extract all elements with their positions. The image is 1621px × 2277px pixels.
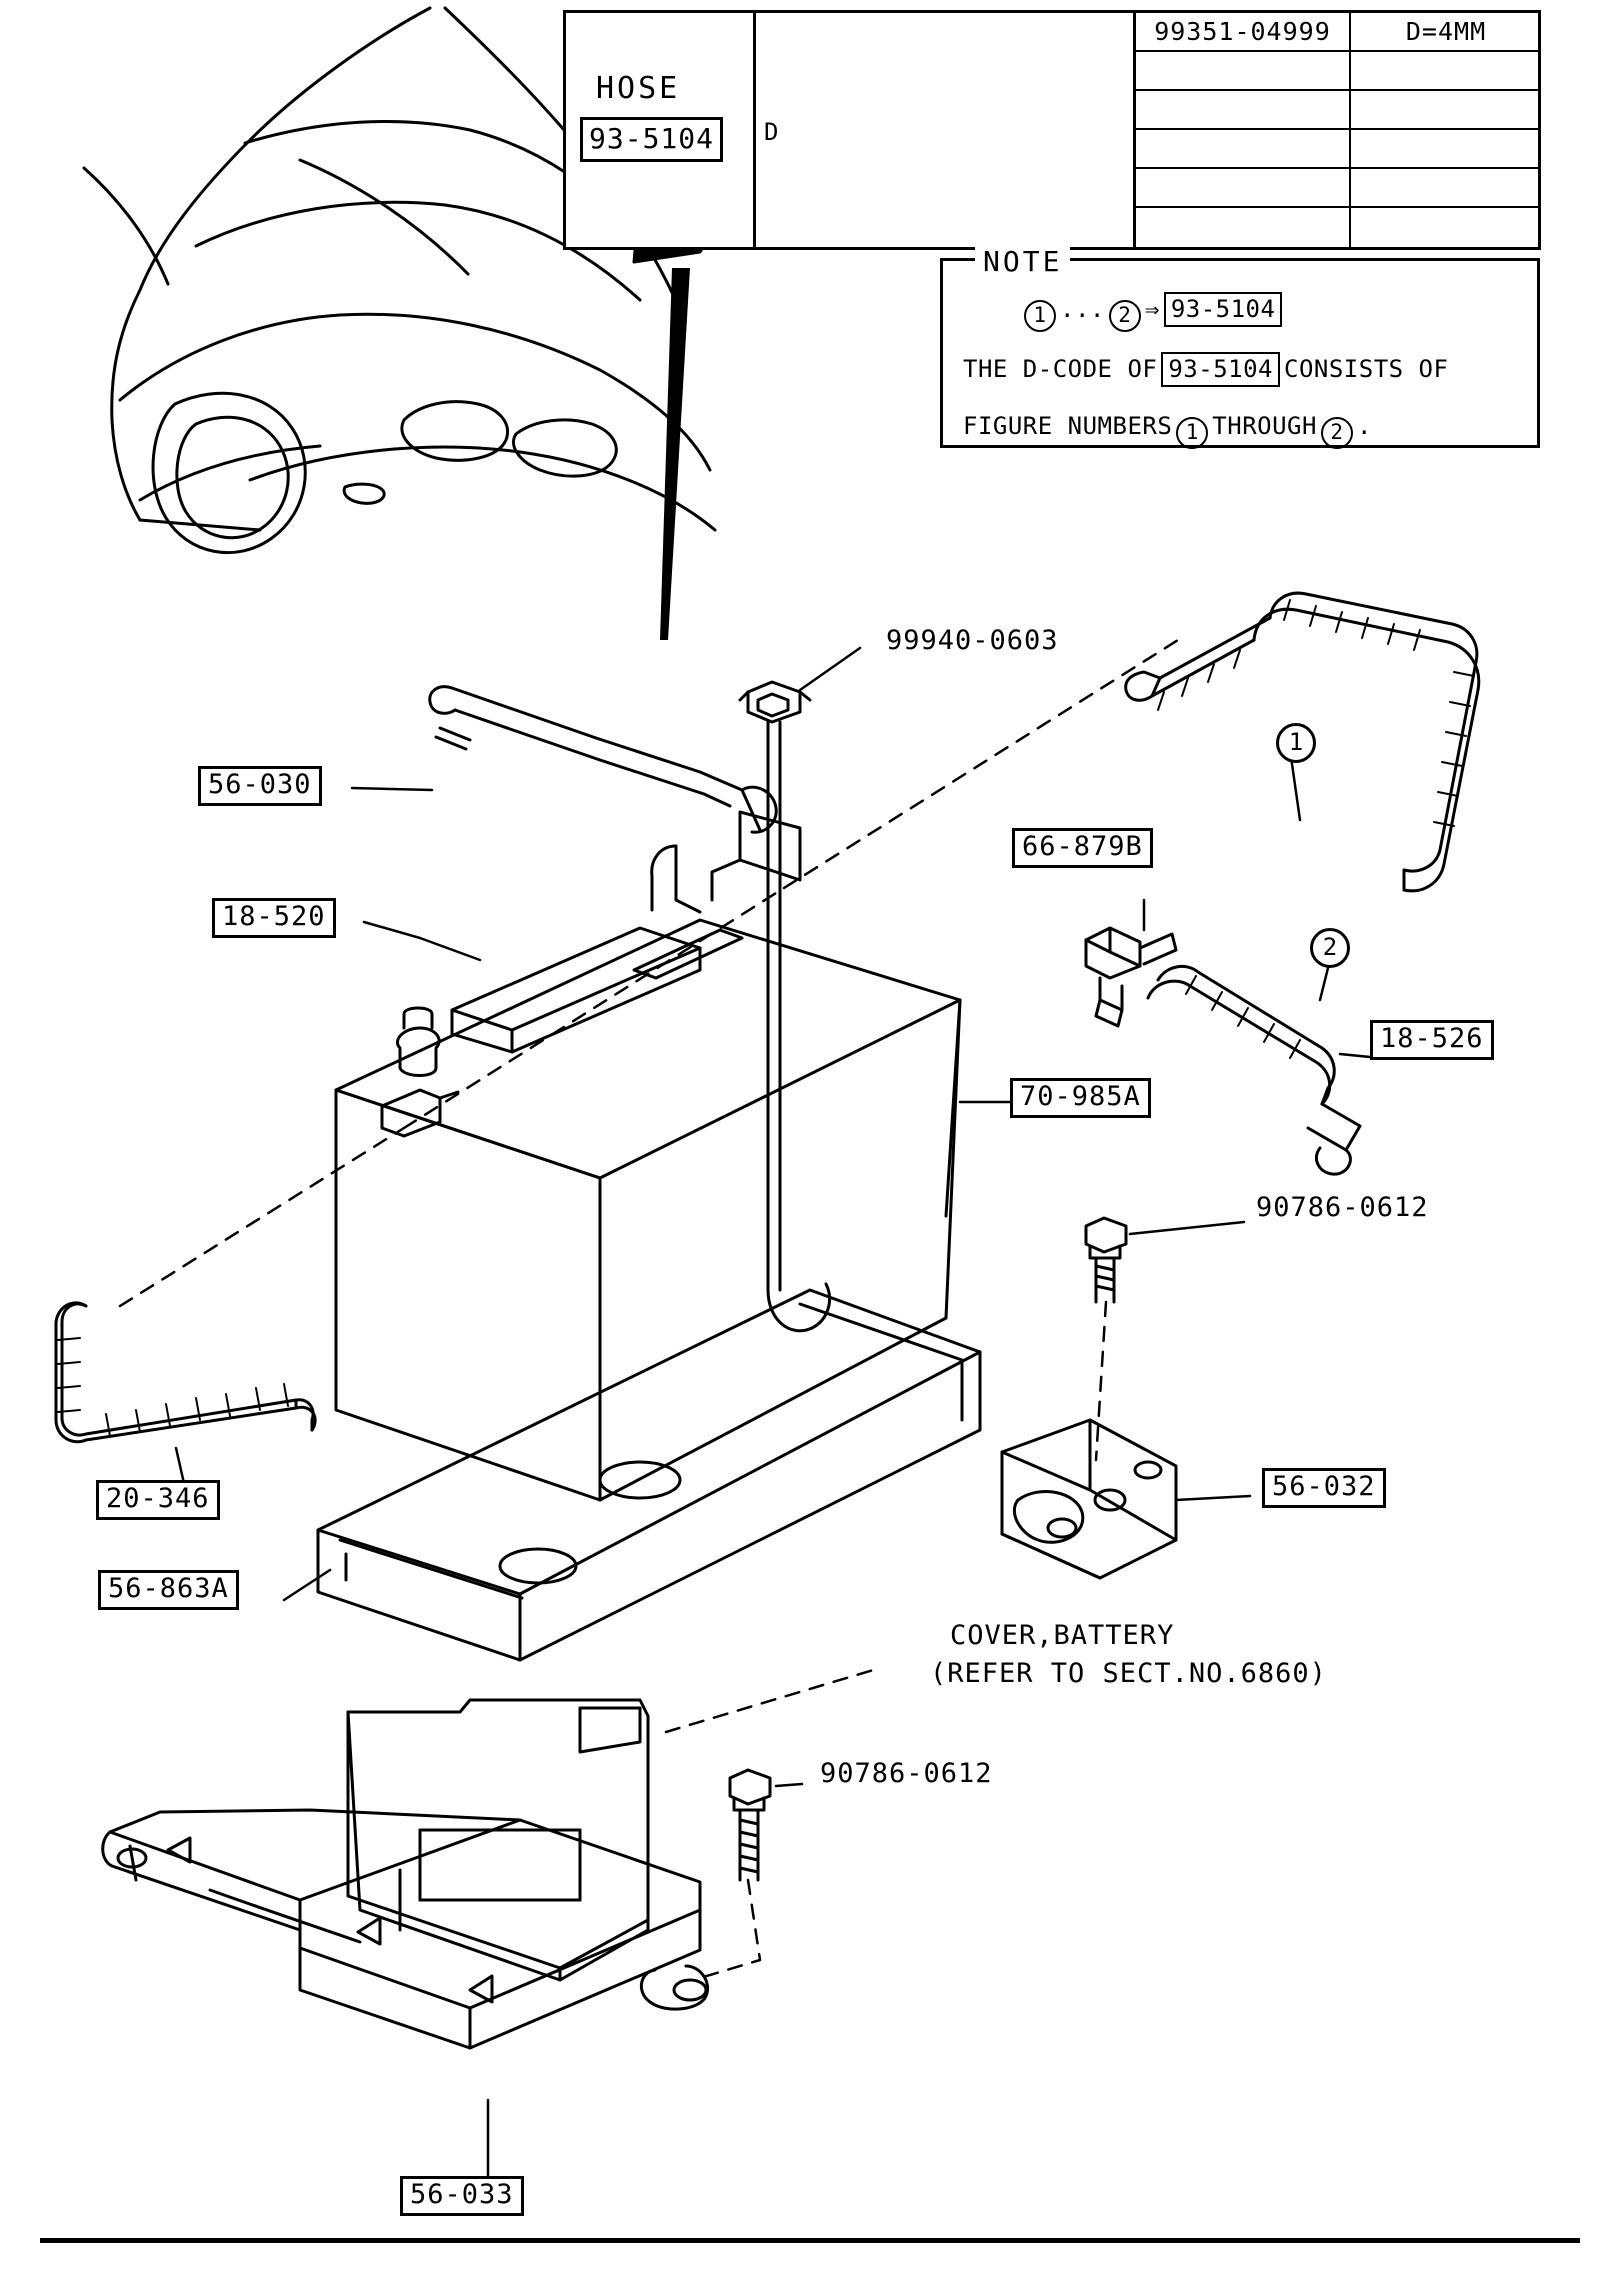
callout-56-863A: 56-863A <box>98 1570 239 1610</box>
hose-part-number <box>1136 91 1351 128</box>
bolt-lower <box>730 1770 770 1880</box>
figure-number-1: 1 <box>1276 723 1316 763</box>
callout-20-346: 20-346 <box>96 1480 220 1520</box>
callout-90786-0612-upper: 90786-0612 <box>1256 1192 1429 1223</box>
hose-part-number: 99351-04999 <box>1136 13 1351 50</box>
bolt-upper <box>1086 1218 1126 1302</box>
callout-99940-0603: 99940-0603 <box>886 625 1059 656</box>
hose-part-number <box>1136 169 1351 206</box>
callout-90786-0612-lower: 90786-0612 <box>820 1758 993 1789</box>
hose-part-spec <box>1351 52 1541 89</box>
table-row <box>1136 208 1541 247</box>
hose-part-spec <box>1351 208 1541 247</box>
table-row <box>1136 169 1541 208</box>
note-code-1: 93-5104 <box>1164 292 1283 327</box>
note-line3-a: FIGURE NUMBERS <box>963 412 1173 440</box>
note-line3-b: THROUGH <box>1212 412 1317 440</box>
hex-nut <box>740 682 810 722</box>
table-row <box>1136 52 1541 91</box>
callout-18-520: 18-520 <box>212 898 336 938</box>
note-line-3 <box>963 412 1372 449</box>
callout-leaders <box>176 648 1380 2176</box>
callout-56-032: 56-032 <box>1262 1468 1386 1508</box>
hose-part-number <box>1136 130 1351 167</box>
note-line2-b: CONSISTS OF <box>1284 355 1449 383</box>
footer-rule <box>40 2238 1580 2243</box>
figure-number-1: 1 <box>1024 300 1056 332</box>
figure-number-2: 2 <box>1109 300 1141 332</box>
note-line-2 <box>963 355 1448 383</box>
note-line-1 <box>1020 295 1286 332</box>
table-row <box>1136 130 1541 169</box>
callout-18-526: 18-526 <box>1370 1020 1494 1060</box>
location-leader <box>660 268 690 640</box>
hose-part-number <box>1136 208 1351 247</box>
cover-battery-note-line1: COVER,BATTERY <box>950 1620 1175 1651</box>
hose-parts-grid <box>1136 13 1541 247</box>
note-arrow: ⇒ <box>1144 295 1160 323</box>
hose-spec-table <box>563 10 1541 250</box>
table-row <box>1136 13 1541 52</box>
note-title: NOTE <box>975 245 1070 278</box>
dimension-d-label: D <box>764 118 780 146</box>
cover-battery-note-line2: (REFER TO SECT.NO.6860) <box>930 1658 1327 1689</box>
note-line3-c: . <box>1356 412 1372 440</box>
battery-cover <box>348 1700 648 1980</box>
angle-bracket <box>1002 1420 1176 1578</box>
hose-title: HOSE <box>596 71 681 106</box>
figure-number-2: 2 <box>1310 928 1350 968</box>
hose-part-spec <box>1351 169 1541 206</box>
note-line2-a: THE D-CODE OF <box>963 355 1158 383</box>
table-row <box>1136 91 1541 130</box>
holddown-rod <box>430 687 776 912</box>
hose-picture-cell <box>756 13 1136 247</box>
hose-20-346 <box>56 1303 315 1442</box>
callout-70-985A: 70-985A <box>1010 1078 1151 1118</box>
callout-66-879B: 66-879B <box>1012 828 1153 868</box>
note-code-2: 93-5104 <box>1161 352 1280 387</box>
hose-part-spec <box>1351 130 1541 167</box>
lower-bracket <box>103 1810 708 2048</box>
hose-code-box: 93-5104 <box>580 117 723 162</box>
figure-number-1: 1 <box>1176 417 1208 449</box>
figure-number-2: 2 <box>1321 417 1353 449</box>
note-dots: ... <box>1060 295 1105 323</box>
hose-part-number <box>1136 52 1351 89</box>
hose-connector <box>1086 928 1176 1026</box>
callout-56-033: 56-033 <box>400 2176 524 2216</box>
hose-part-spec: D=4MM <box>1405 17 1487 46</box>
hose-figure-2 <box>1148 966 1360 1174</box>
callout-56-030: 56-030 <box>198 766 322 806</box>
hose-part-spec <box>1351 91 1541 128</box>
